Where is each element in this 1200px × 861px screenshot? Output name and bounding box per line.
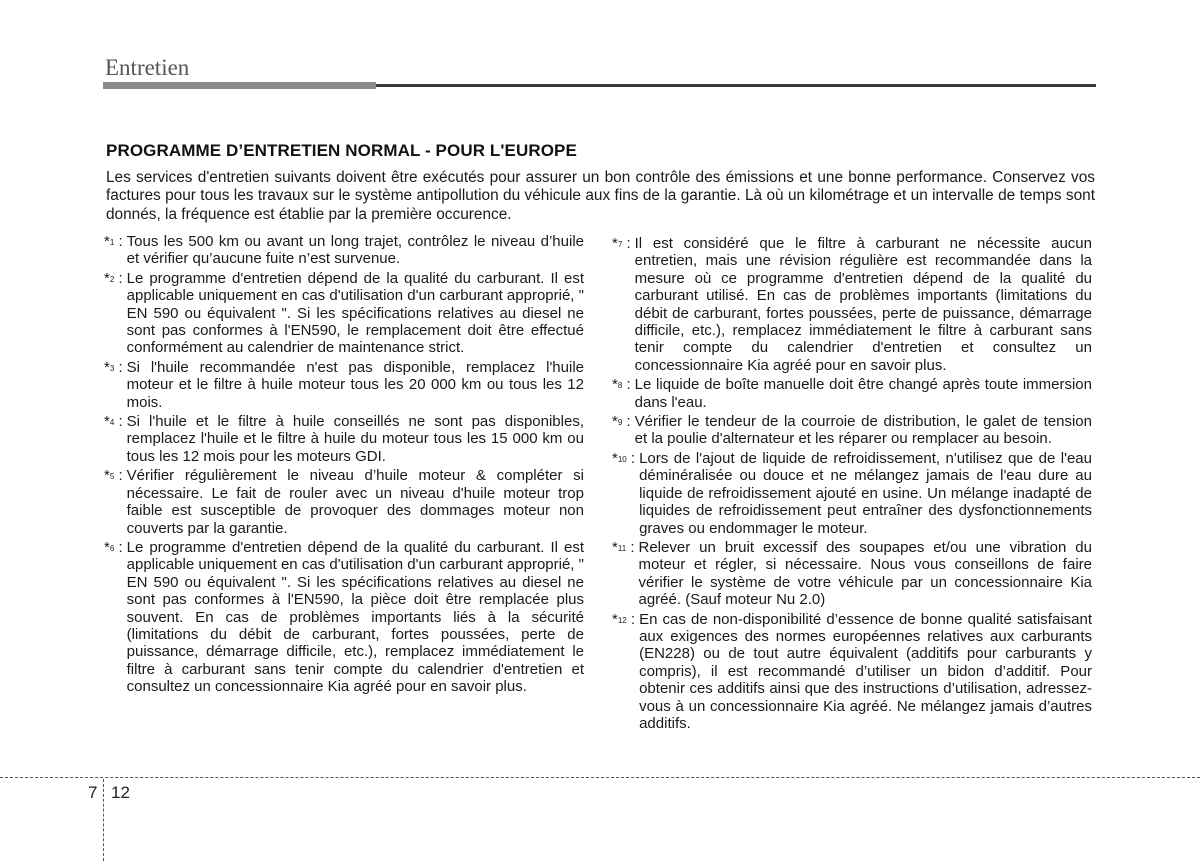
footnote-text: Si l'huile recommandée n'est pas disponible, remplacez l'huile moteur et le filtre à huile moteur tous les 20 000 km ou tous les 12 mois. [126,358,584,411]
footnote-text: Le liquide de boîte manuelle doit être changé après toute immersion dans l'eau. [634,376,1092,411]
footnote-4 [104,413,584,465]
footer-dashed-divider [103,779,104,861]
page-number: 12 [111,783,130,802]
section-intro: Les services d'entretien suivants doivent être exécutés pour assurer un bon contrôle des émissions et une bonne performance. Conservez vos factures pour tous les travaux sur le système antipollution du véhicule aux fins de la garantie. Là où un kilométrage et un intervalle de temps sont donnés, la fréquence est établie par la première occurence. [106,169,1095,223]
footnote-text: Lors de l'ajout de liquide de refroidissement, n'utilisez que de l'eau déminéralisée ou douce et ne mélangez jamais de l'eau dure au liquide de refroidissement ajouté en usine. Un mélange inadapté de liquides de refroidissement peut entraîner des dysfonctionnements graves ou endommager le moteur. [639,449,1092,537]
header-rule-accent [103,82,376,89]
footnote-5 [104,467,584,537]
footnote-marker: *$^{11}$ : [612,538,635,556]
footnote-12 [612,611,1092,733]
footnote-text: Vérifier le tendeur de la courroie de distribution, le galet de tension et la poulie d'alternateur et les réparer ou remplacer au besoin. [634,413,1092,448]
notes-right-column [612,235,1092,734]
footnote-3 [104,359,584,411]
footnote-text: Relever un bruit excessif des soupapes et/ou une vibration du moteur et régler, si nécessaire. Nous vous conseillons de faire vérifier le système de votre véhicule par un concessionnaire Kia agréé. (Sauf moteur Nu 2.0) [638,538,1092,609]
footnote-marker: *$^2$ : [104,269,123,287]
footnote-8 [612,376,1092,411]
footnote-9 [612,413,1092,448]
footnote-marker: *$^9$ : [612,413,631,431]
footnote-text: Le programme d'entretien dépend de la qualité du carburant. Il est applicable uniquement en cas d'utilisation d'un carburant approprié, " EN 590 ou équivalent ". Si les spécifications relatives au diesel ne sont pas conformes à l'EN590, le remplacement doit être effectué conformément au calendrier de maintenance strict. [126,269,584,357]
footnote-text: Tous les 500 km ou avant un long trajet, contrôlez le niveau d’huile et vérifier qu’aucune fuite n’est survenue. [126,233,584,268]
footnote-marker: *$^4$ : [104,413,123,431]
footnote-10 [612,450,1092,537]
footnote-marker: *$^6$ : [104,538,123,556]
footnote-11 [612,539,1092,609]
chapter-header-title: Entretien [105,55,190,80]
page-chapter-number: 7 [88,783,98,802]
footnote-2 [104,270,584,357]
footnote-text: Si l'huile et le filtre à huile conseillés ne sont pas disponibles, remplacez l'huile et le filtre à huile du moteur tous les 15 000 km ou tous les 12 mois pour les moteurs GDI. [126,413,584,465]
footer-dashed-rule [0,777,1200,778]
notes-left-column [104,233,584,698]
footnote-marker: *$^{10}$ : [612,449,636,467]
section-title: PROGRAMME D’ENTRETIEN NORMAL - POUR L'EUROPE [106,141,577,160]
footnote-text: En cas de non-disponibilité d’essence de bonne qualité satisfaisant aux exigences des normes européennes relatives aux carburants (EN228) ou de tout autre équivalent (additifs pour carburants y compris), il est recommandé d’utiliser un bidon d’additif. Pour obtenir ces additifs ainsi que des instructions d’utilisation, adressez-vous à un concessionnaire Kia agréé. Ne mélangez jamais d’autres additifs. [639,610,1092,732]
footnote-6 [104,539,584,696]
footnote-marker: *$^{12}$ : [612,610,636,628]
footnote-1 [104,233,584,268]
footnote-marker: *$^5$ : [104,467,123,485]
footnote-marker: *$^8$ : [612,376,631,394]
footnote-text: Le programme d'entretien dépend de la qualité du carburant. Il est applicable uniquement en cas d'utilisation d'un carburant approprié, " EN 590 ou équivalent ". Si les spécifications relatives au diesel ne sont pas conformes à l'EN590, la pièce doit être remplacée plus souvent. En cas de problèmes importants liés à la sécurité (limitations du débit de carburant, fortes poussées, perte de puissance, démarrage difficile, etc.), remplacez immédiatement le filtre à carburant sans tenir compte du calendrier d'entretien et consultez un concessionnaire Kia agréé pour en savoir plus. [126,538,584,696]
footnote-text: Vérifier régulièrement le niveau d’huile moteur & compléter si nécessaire. Le fait de rouler avec un niveau d'huile moteur trop faible est susceptible de provoquer des dommages moteur non couverts par la garantie. [126,467,584,537]
footnote-marker: *$^1$ : [104,233,123,250]
footnote-marker: *$^7$ : [612,235,631,252]
footnote-7 [612,235,1092,374]
footnote-text: Il est considéré que le filtre à carburant ne nécessite aucun entretien, mais une révision régulière est recommandée dans la mesure où ce programme d'entretien dépend de la qualité du carburant utilisé. En cas de problèmes importants (limitations du débit de carburant, fortes poussées, perte de puissance, démarrage difficile, etc.), remplacez immédiatement le filtre à carburant sans tenir compte du calendrier d'entretien et consultez un concessionnaire Kia agréé pour en savoir plus. [634,235,1092,374]
footnote-marker: *$^3$ : [104,358,123,376]
